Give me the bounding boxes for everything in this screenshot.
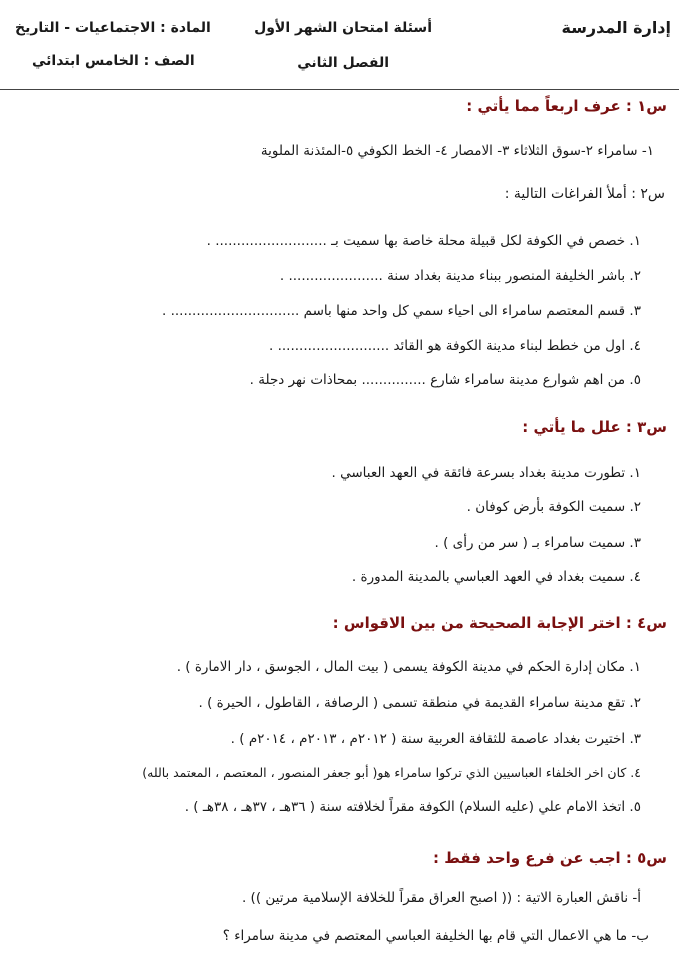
q5-item-a: أ- ناقش العبارة الاتية : (( اصبح العراق مقراً للخلافة الإسلامية مرتين )) . bbox=[241, 890, 641, 906]
header-divider bbox=[0, 89, 679, 90]
grade-label: الصف : الخامس ابتدائي bbox=[32, 53, 195, 69]
q2-item-4: ٤. اول من خطط لبناء مدينة الكوفة هو القائد .......................... . bbox=[269, 338, 641, 354]
q4-item-2: ٢. تقع مدينة سامراء القديمة في منطقة تسمى ( الرصافة ، القاطول ، الحيرة ) . bbox=[198, 695, 641, 711]
exam-title: أسئلة امتحان الشهر الأول bbox=[254, 20, 432, 36]
q4-item-4: ٤. كان اخر الخلفاء العباسيين الذي تركوا سامراء هو( أبو جعفر المنصور ، المعتصم ، المعتمد بالله) bbox=[142, 765, 641, 780]
q3-item-3: ٣. سميت سامراء بـ ( سر من رأى ) . bbox=[434, 535, 641, 551]
q2-item-1: ١. خصص في الكوفة لكل قبيلة محلة خاصة بها سميت بـ .......................... . bbox=[206, 233, 641, 249]
q3-item-1: ١. تطورت مدينة بغداد بسرعة فائقة في العهد العباسي . bbox=[331, 465, 641, 481]
q4-item-1: ١. مكان إدارة الحكم في مدينة الكوفة يسمى ( بيت المال ، الجوسق ، دار الامارة ) . bbox=[176, 659, 641, 675]
q4-item-5: ٥. اتخذ الامام علي (عليه السلام) الكوفة مقراً لخلافته سنة ( ٣٦هـ ، ٣٧هـ ، ٣٨هـ ) . bbox=[184, 799, 641, 815]
q2-item-2: ٢. باشر الخليفة المنصور ببناء مدينة بغداد سنة ...................... . bbox=[279, 268, 641, 284]
subject-label: المادة : الاجتماعيات - التاريخ bbox=[15, 20, 211, 36]
question-2-title: س٢ : أملأ الفراغات التالية : bbox=[504, 186, 665, 202]
school-label: إدارة المدرسة bbox=[561, 18, 671, 37]
term-label: الفصل الثاني bbox=[297, 55, 389, 71]
q5-item-b: ب- ما هي الاعمال التي قام بها الخليفة العباسي المعتصم في مدينة سامراء ؟ bbox=[222, 928, 649, 944]
question-1-title: س١ : عرف اربعاً مما يأتي : bbox=[466, 97, 667, 115]
q3-item-2: ٢. سميت الكوفة بأرض كوفان . bbox=[466, 499, 641, 515]
question-5-title: س٥ : اجب عن فرع واحد فقط : bbox=[432, 849, 667, 867]
q4-item-3: ٣. اختيرت بغداد عاصمة للثقافة العربية سنة ( ٢٠١٢م ، ٢٠١٣م ، ٢٠١٤م ) . bbox=[230, 731, 641, 747]
q2-item-5: ٥. من اهم شوارع مدينة سامراء شارع ............... بمحاذات نهر دجلة . bbox=[249, 372, 641, 388]
question-3-title: س٣ : علل ما يأتي : bbox=[522, 418, 667, 436]
question-1-items: ١- سامراء ٢-سوق الثلاثاء ٣- الامصار ٤- الخط الكوفي ٥-المئذنة الملوية bbox=[260, 143, 654, 159]
q2-item-3: ٣. قسم المعتصم سامراء الى احياء سمي كل واحد منها باسم .............................. . bbox=[162, 303, 641, 319]
question-4-title: س٤ : اختر الإجابة الصحيحة من بين الاقواس : bbox=[332, 614, 667, 632]
q3-item-4: ٤. سميت بغداد في العهد العباسي بالمدينة المدورة . bbox=[351, 569, 641, 585]
